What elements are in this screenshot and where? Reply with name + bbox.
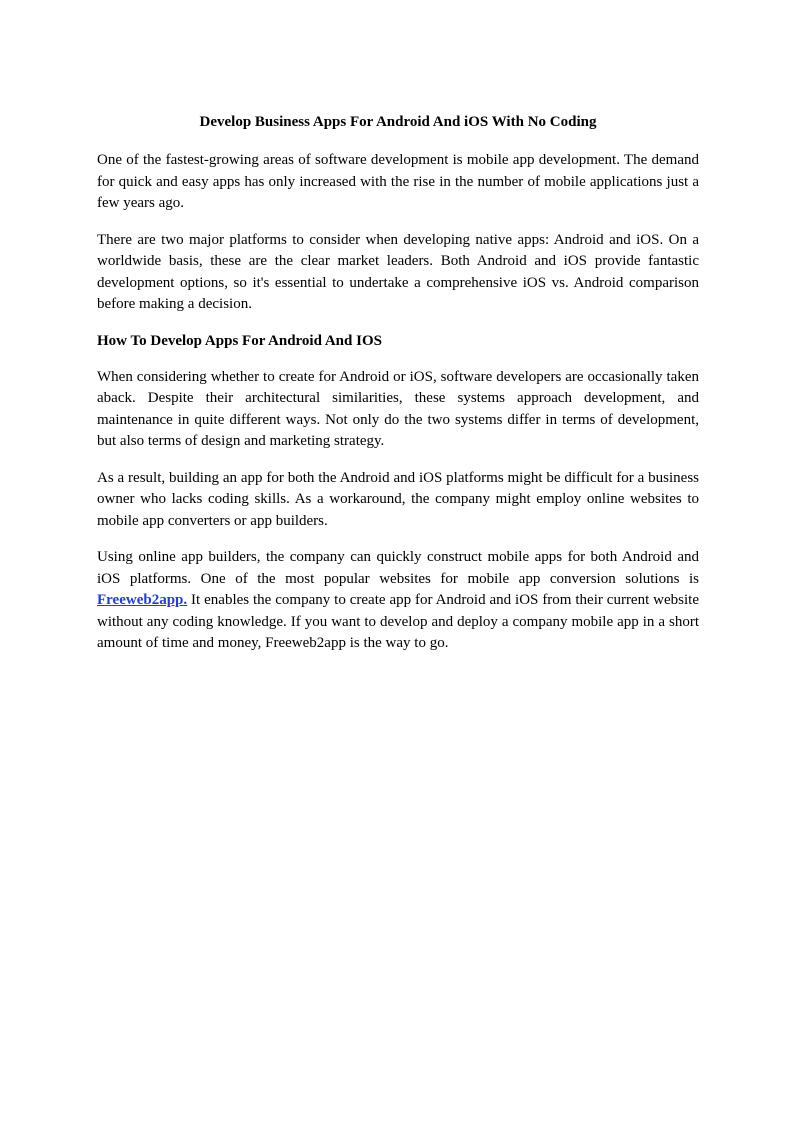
- paragraph-app-builders: [97, 547, 699, 655]
- paragraph-considering: When considering whether to create for Android or iOS, software developers are occasionally taken aback. Despite their architectural similarities, these systems approach development, and maintenance in quite different ways. Not only do the two systems differ in terms of development, but also terms of design and marketing strategy.: [97, 368, 699, 449]
- section-heading: How To Develop Apps For Android And IOS: [97, 332, 382, 349]
- document-title: Develop Business Apps For Android And iOS With No Coding: [199, 114, 597, 130]
- paragraph-platforms: There are two major platforms to consider when developing native apps: Android and iOS. On a worldwide basis, these are the clear market leaders. Both Android and iOS provide fantastic development options, so it's essential to undertake a comprehensive iOS vs. Android comparison before making a decision.: [97, 231, 699, 312]
- paragraph-app-builders-text-before: Using online app builders, the company can quickly construct mobile apps for both Android and iOS platforms. One of the most popular websites for mobile app conversion solutions is: [97, 549, 699, 587]
- paragraph-intro: One of the fastest-growing areas of software development is mobile app development. The demand for quick and easy apps has only increased with the rise in the number of mobile applications just a few years ago.: [97, 152, 699, 211]
- document-page: [97, 112, 699, 670]
- freeweb2app-link[interactable]: Freeweb2app.: [97, 592, 188, 608]
- paragraph-result: As a result, building an app for both the Android and iOS platforms might be difficult for a business owner who lacks coding skills. As a workaround, the company might employ online websites to mobile app converters or app builders.: [97, 469, 699, 529]
- paragraph-app-builders-text-after: It enables the company to create app for Android and iOS from their current website without any coding knowledge. If you want to develop and deploy a company mobile app in a short amount of time and money, Freeweb2app is the way to go.: [97, 592, 699, 651]
